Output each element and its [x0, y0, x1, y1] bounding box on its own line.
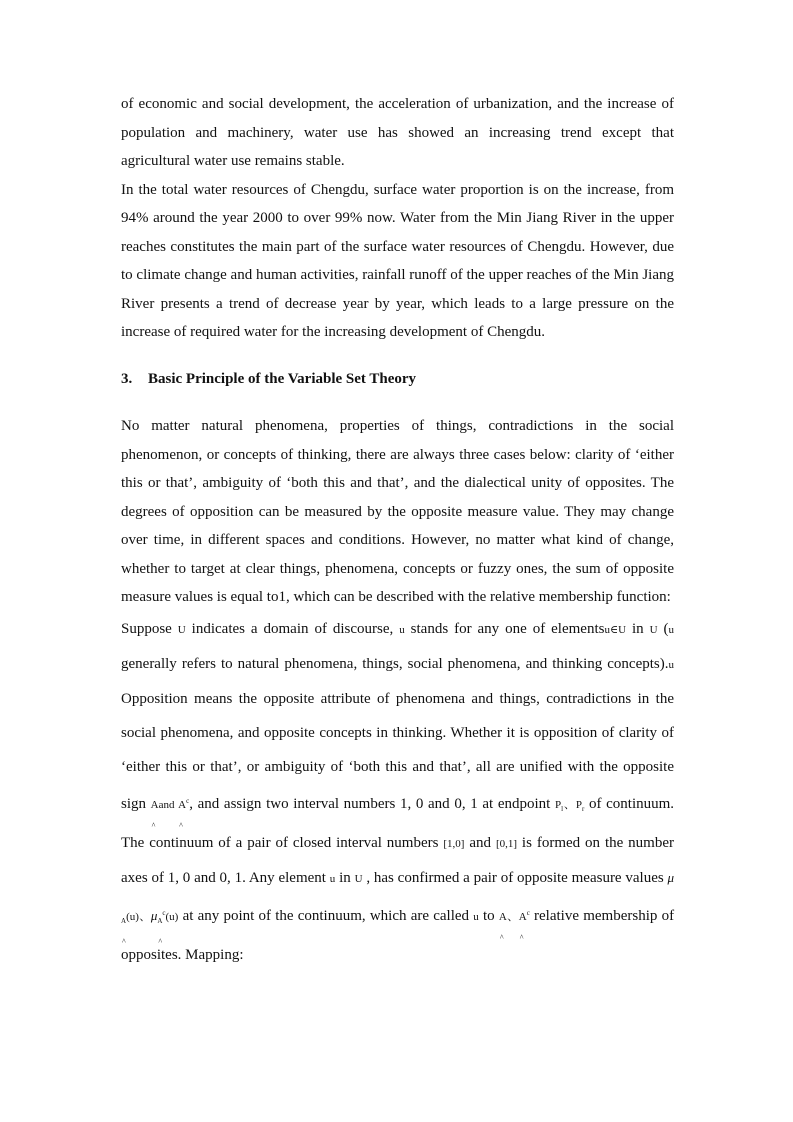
paragraph-opposites: No matter natural phenomena, properties of things, contradictions in the social phenomenon, or concepts of thinking, there are always three cases below: clarity of ‘either this or that’, ambiguity of ‘both this and that’, and the dialectical unity of opposites. The degrees of opposition can be measured by the opposite measure value. They may change over time, in different spaces and conditions. However, no matter what kind of change, whether to target at clear things, phenomena, concepts or fuzzy ones, the sum of opposite measure values is equal to1, which can be described with the relative membership function: [121, 418, 674, 605]
interval-1-0: [1,0] [443, 837, 465, 850]
symbol-u: u [399, 623, 405, 636]
opposite-sign: A ^and A ^$^c$ [151, 799, 190, 811]
symbol-U: U [354, 872, 363, 885]
symbol-u: u [473, 910, 479, 923]
section-heading [121, 365, 674, 394]
membership-values: μA ^(u)、μA ^$^c$(u) [121, 870, 674, 924]
symbol-U: U [649, 623, 658, 636]
symbol-u: u [329, 872, 336, 885]
paragraph-definition: Suppose U indicates a domain of discourse, u stands for any one of elementsu∈U in U (u generally refers to natural phenomena, things, social phenomena, and thinking concepts).u Opposition means the opposite attribute of phenomena and things, contradictions in the social phenomena, and opposite concepts in thinking. Whether it is opposition of clarity of ‘either this or that’, or ambiguity of ‘both this and that’, all are unified with the opposite sign A ^and A ^$^c$, and assign two interval numbers 1, 0 and 0, 1 at endpoint $P_l$、$P_r$ of continuum. The continuum of a pair of closed interval numbers [1,0] and [0,1] is formed on the number axes of 1, 0 and 0, 1. Any element u in U , has confirmed a pair of opposite measure values μA ^(u)、μA ^$^c$(u) at any point of the continuum, which are called u to A ^、A ^$^c$ relative membership of opposites. Mapping: [121, 612, 674, 972]
symbol-u: u [668, 623, 674, 636]
section-title: Basic Principle of the Variable Set Theory [148, 370, 417, 387]
endpoints: $P_l$、$P_r$ [555, 798, 585, 813]
section-number: 3. [121, 370, 133, 387]
interval-0-1: [0,1] [495, 837, 518, 850]
symbol-u-in-U: u∈U [604, 623, 627, 636]
document-page [121, 90, 674, 972]
opposite-pair: A ^、A ^$^c$ [499, 911, 530, 923]
symbol-U: U [177, 623, 186, 636]
paragraph-water-resources: In the total water resources of Chengdu, surface water proportion is on the increase, from 94% around the year 2000 to over 99% now. Water from the Min Jiang River in the upper reaches constitutes the main part of the surface water resources of Chengdu. However, due to climate change and human activities, rainfall runoff of the upper reaches of the Min Jiang River presents a trend of decrease year by year, which leads to a large pressure on the increase of required water for the increasing development of Chengdu. [121, 181, 674, 340]
symbol-u: u [668, 658, 674, 671]
paragraph-economic-development: of economic and social development, the acceleration of urbanization, and the increase of population and machinery, water use has showed an increasing trend except that agricultural water use remains stable. [121, 96, 674, 169]
